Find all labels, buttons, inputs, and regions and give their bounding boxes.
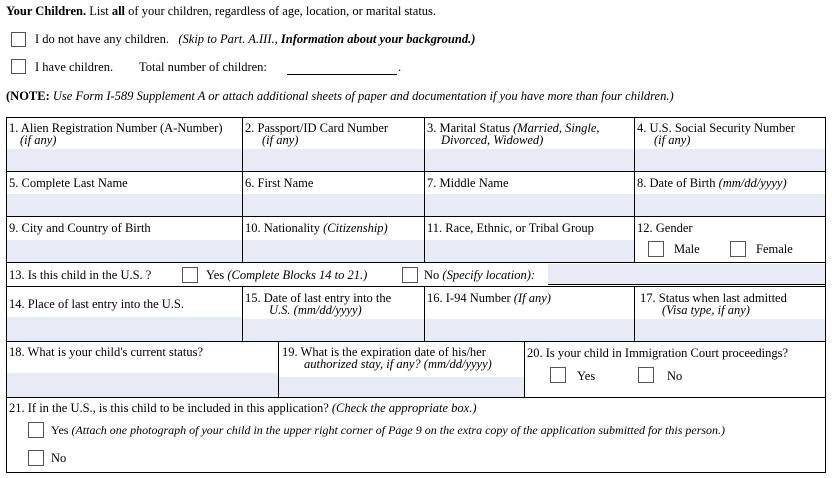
gender-male-checkbox[interactable] xyxy=(648,241,664,257)
no-children-checkbox[interactable] xyxy=(11,32,26,47)
include-yes-note: (Attach one photograph of your child in the upper right corner of Page 9 on the extra copy of the application submitted for this person.) xyxy=(71,423,726,437)
intro-text-a: List xyxy=(89,4,109,18)
field-6-label: 6. First Name xyxy=(245,176,314,190)
children-intro xyxy=(6,4,436,19)
field-2-input[interactable] xyxy=(243,149,424,171)
field-8-label: 8. Date of Birth xyxy=(637,176,716,190)
have-children-label: I have children. xyxy=(35,60,114,74)
field-7-input[interactable] xyxy=(425,194,634,216)
include-yes-checkbox[interactable] xyxy=(28,422,44,438)
field-3-label: 3. Marital Status xyxy=(427,121,510,135)
field-10-label-row xyxy=(245,222,388,235)
field-11-label: 11. Race, Ethnic, or Tribal Group xyxy=(427,221,594,235)
field-17-sub: (Visa type, if any) xyxy=(662,303,750,317)
total-children-input[interactable] xyxy=(287,60,397,75)
gender-female-checkbox[interactable] xyxy=(730,241,746,257)
field-10-label: 10. Nationality xyxy=(245,221,320,235)
note-text: Use Form I-589 Supplement A or attach additional sheets of paper and documentation if you have more than four children.) xyxy=(52,89,674,103)
court-no-label: No xyxy=(667,369,683,383)
court-no-checkbox[interactable] xyxy=(638,367,654,383)
in-us-yes-label: Yes xyxy=(206,268,225,282)
field-9-label: 9. City and Country of Birth xyxy=(9,221,151,235)
include-no-label: No xyxy=(51,451,67,465)
gender-female-label: Female xyxy=(756,242,793,256)
field-4-label: 4. U.S. Social Security Number xyxy=(637,121,795,135)
no-children-label: I do not have any children. xyxy=(35,32,169,46)
field-21-label-italic: (Check the appropriate box.) xyxy=(331,401,477,415)
field-19-label: 19. What is the expiration date of his/her xyxy=(282,345,486,359)
field-13-label: 13. Is this child in the U.S. ? xyxy=(9,268,152,282)
field-21-label-row xyxy=(9,402,477,415)
field-12-label: 12. Gender xyxy=(637,221,693,235)
intro-all: all xyxy=(111,4,126,18)
location-input[interactable] xyxy=(548,264,825,285)
field-15-sub: U.S. (mm/dd/yyyy) xyxy=(269,303,362,317)
no-children-row xyxy=(35,32,475,47)
include-yes-label: Yes xyxy=(51,423,69,437)
field-10-input[interactable] xyxy=(243,240,424,262)
field-16-input[interactable] xyxy=(425,319,634,341)
field-6-input[interactable] xyxy=(243,194,424,216)
field-2-label: 2. Passport/ID Card Number xyxy=(245,121,389,135)
field-2-sub: (if any) xyxy=(262,133,299,147)
field-8-label-row xyxy=(637,177,787,190)
court-yes-label: Yes xyxy=(577,369,596,383)
field-8-label-italic: (mm/dd/yyyy) xyxy=(718,176,787,190)
include-yes-row xyxy=(51,424,725,437)
intro-text-b: of your children, regardless of age, location, or marital status. xyxy=(128,4,437,18)
field-19-sub: authorized stay, if any? (mm/dd/yyyy) xyxy=(304,357,492,371)
have-children-checkbox[interactable] xyxy=(11,59,26,74)
field-16-label: 16. I-94 Number xyxy=(427,291,511,305)
field-10-label-italic: (Citizenship) xyxy=(323,221,388,235)
field-18-input[interactable] xyxy=(7,373,278,397)
field-5-input[interactable] xyxy=(7,194,242,216)
gender-male-label: Male xyxy=(674,242,700,256)
field-1-input[interactable] xyxy=(7,149,242,171)
section-heading: Your Children. xyxy=(6,4,87,18)
field-14-label: 14. Place of last entry into the U.S. xyxy=(9,297,184,311)
field-5-label: 5. Complete Last Name xyxy=(9,176,128,190)
in-us-yes-checkbox[interactable] xyxy=(182,267,198,283)
field-18-label: 18. What is your child's current status? xyxy=(9,345,203,359)
in-us-no-note: (Specify location): xyxy=(442,268,536,282)
field-14-input[interactable] xyxy=(7,317,242,341)
in-us-no-checkbox[interactable] xyxy=(402,267,418,283)
total-children-label: Total number of children: xyxy=(139,60,267,74)
field-3-input[interactable] xyxy=(425,149,634,171)
field-4-input[interactable] xyxy=(635,149,825,171)
field-1-label: 1. Alien Registration Number (A-Number) xyxy=(9,121,223,135)
field-15-label: 15. Date of last entry into the xyxy=(245,291,392,305)
in-us-no-row xyxy=(424,269,535,282)
in-us-yes-note: (Complete Blocks 14 to 21.) xyxy=(227,268,368,282)
in-us-no-label: No xyxy=(424,268,440,282)
skip-note-bold: Information about your background.) xyxy=(280,32,476,46)
field-9-input[interactable] xyxy=(7,240,242,262)
include-no-checkbox[interactable] xyxy=(28,450,44,466)
skip-note: (Skip to Part. A.III., xyxy=(178,32,278,46)
field-3-sub: Divorced, Widowed) xyxy=(441,133,544,147)
field-1-sub: (if any) xyxy=(20,133,57,147)
field-7-label: 7. Middle Name xyxy=(427,176,509,190)
in-us-yes-row xyxy=(206,269,367,282)
field-16-label-row xyxy=(427,292,551,305)
note-prefix: (NOTE: xyxy=(6,89,50,103)
field-15-input[interactable] xyxy=(243,319,424,341)
field-17-input[interactable] xyxy=(635,319,825,341)
field-20-label: 20. Is your child in Immigration Court proceedings? xyxy=(527,346,789,360)
field-3-label-italic: (Married, Single, xyxy=(513,121,600,135)
field-4-sub: (if any) xyxy=(654,133,691,147)
field-21-label: 21. If in the U.S., is this child to be included in this application? xyxy=(9,401,329,415)
note xyxy=(6,89,674,104)
field-16-label-italic: (If any) xyxy=(513,291,551,305)
field-19-input[interactable] xyxy=(279,377,524,397)
court-yes-checkbox[interactable] xyxy=(550,367,566,383)
field-8-input[interactable] xyxy=(635,194,825,216)
field-11-input[interactable] xyxy=(425,240,634,262)
total-period: . xyxy=(398,60,402,74)
field-17-label: 17. Status when last admitted xyxy=(640,291,787,305)
